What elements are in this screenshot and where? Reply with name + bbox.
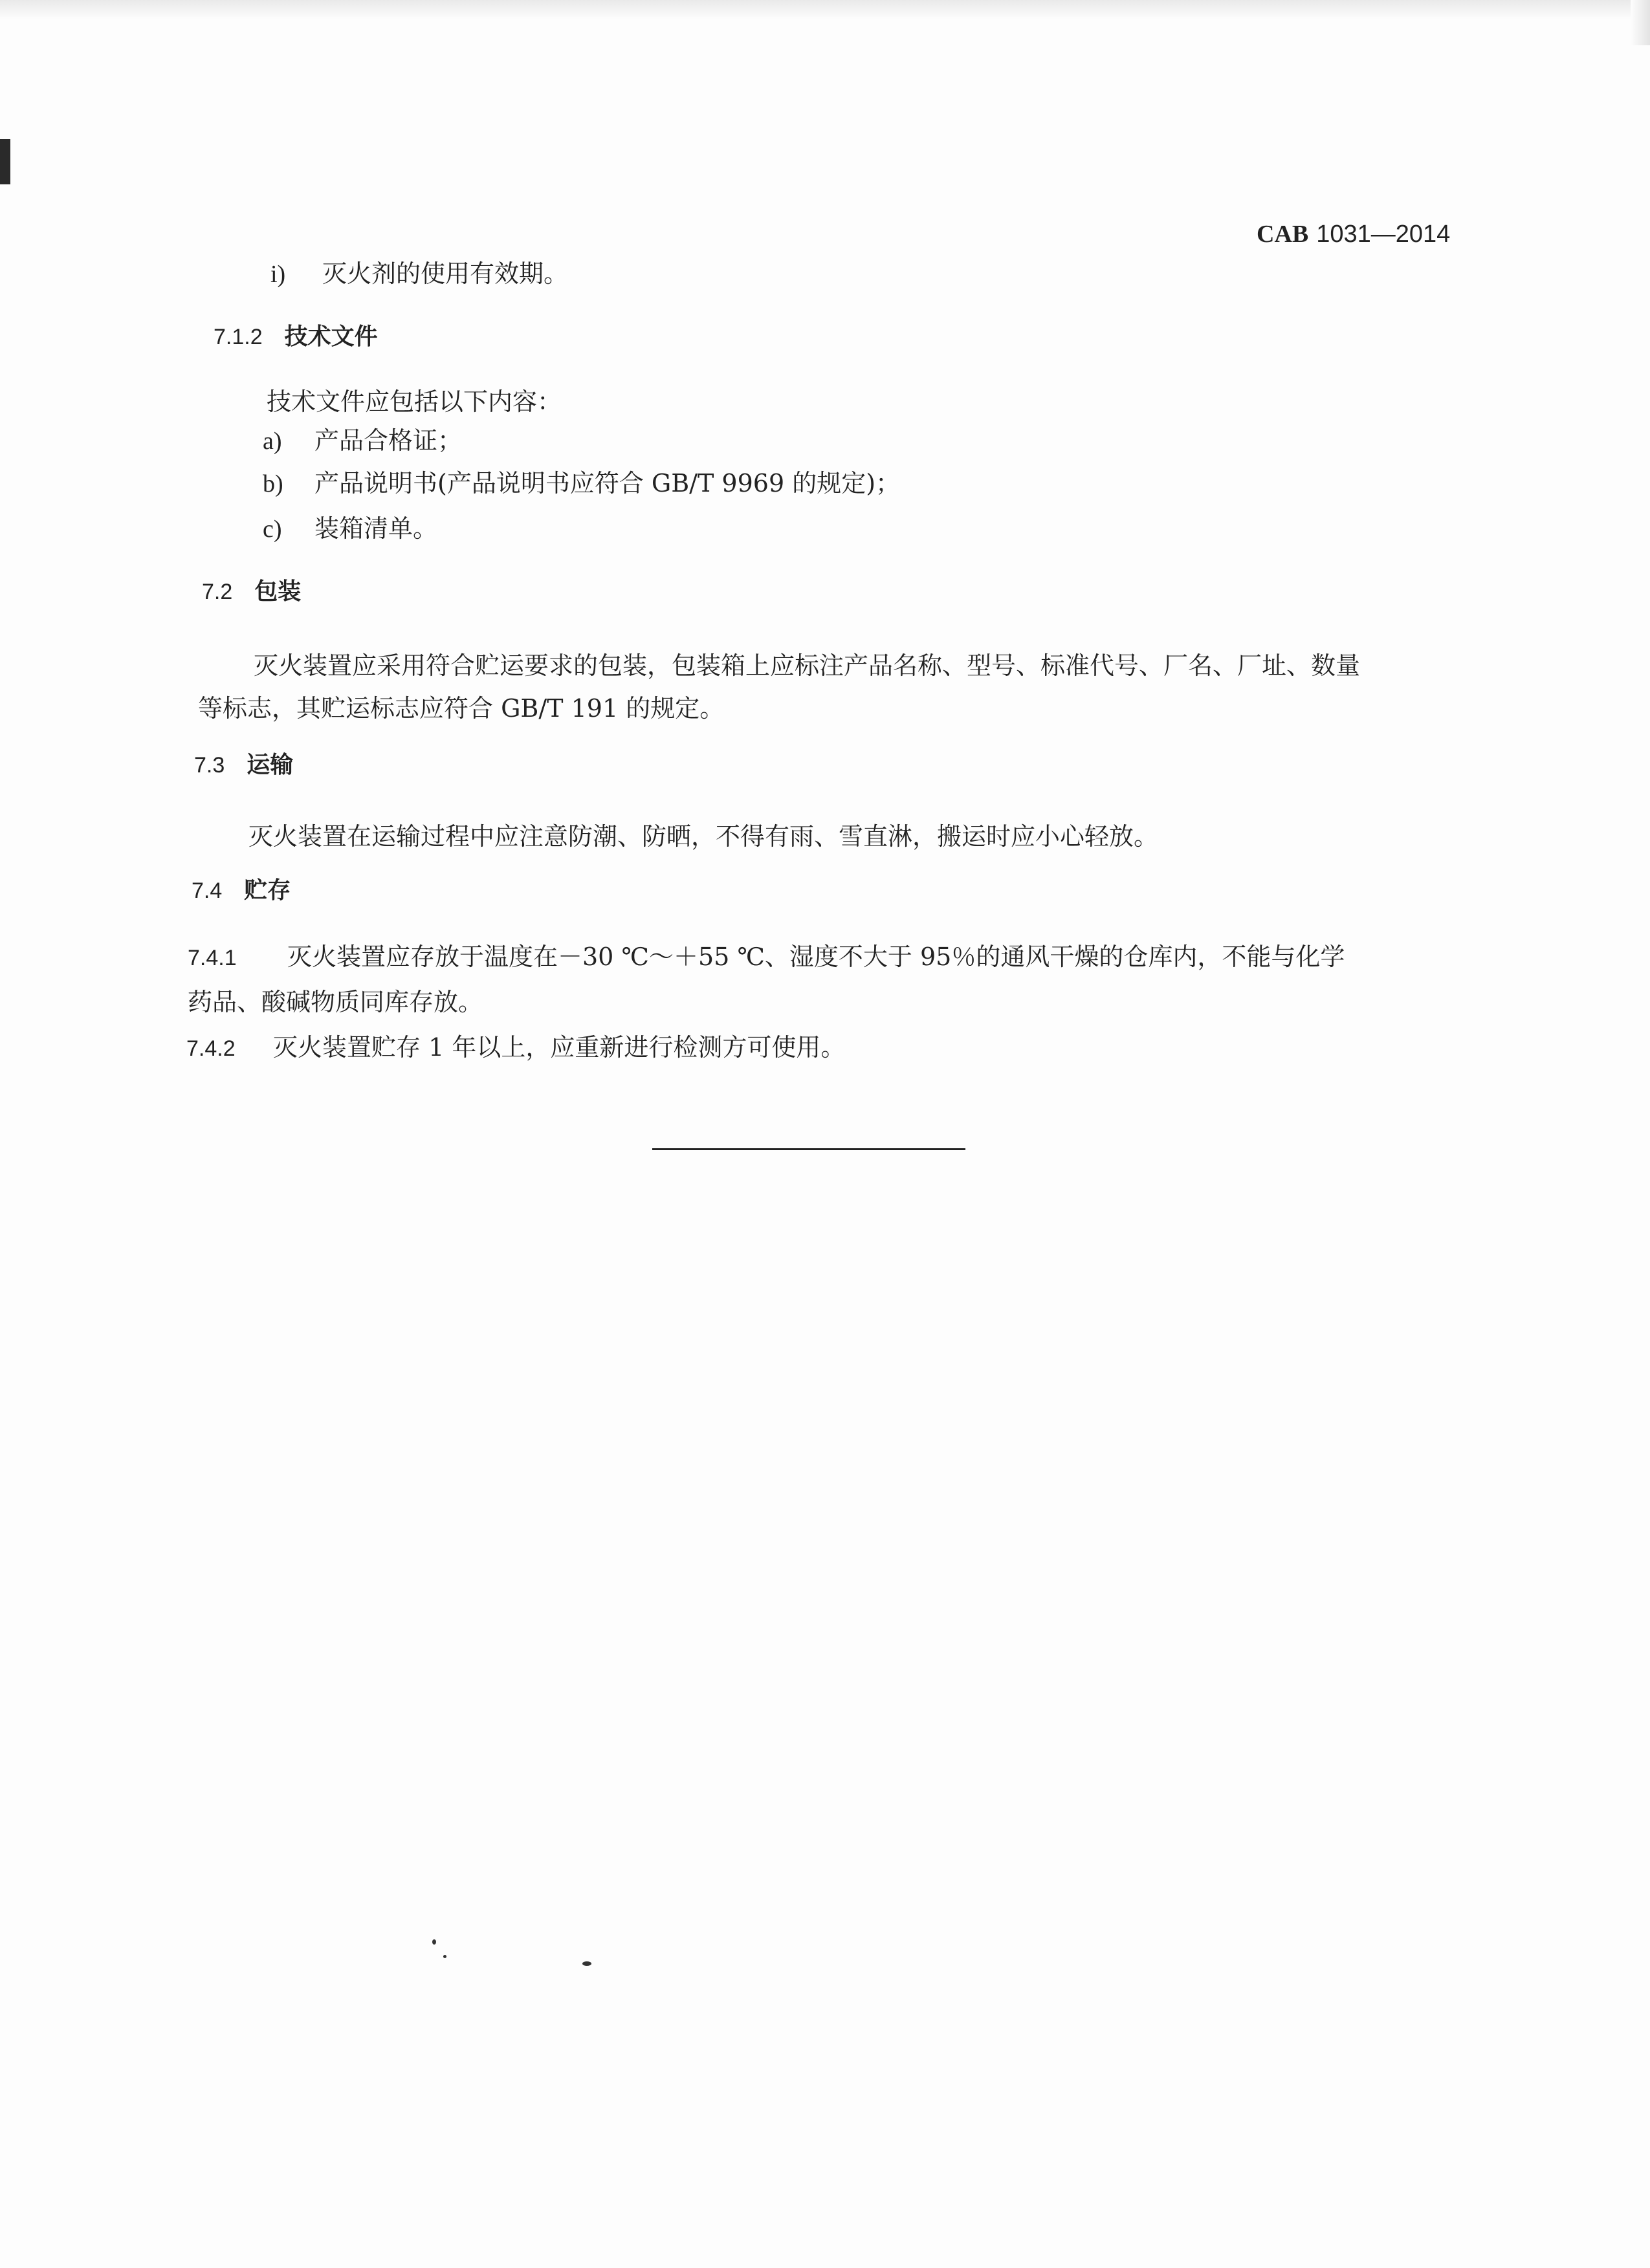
scan-edge-right xyxy=(1631,0,1650,45)
list-marker: c) xyxy=(263,516,282,543)
end-rule xyxy=(652,1148,965,1150)
section-number: 7.3 xyxy=(194,753,225,778)
list-marker: i) xyxy=(270,261,286,288)
clause-text: 灭火装置应存放于温度在－30 ℃～＋55 ℃、湿度不大于 95％的通风干燥的仓库内，不能与化学 xyxy=(287,943,1345,971)
clause-text: 灭火装置贮存 1 年以上，应重新进行检测方可使用。 xyxy=(273,1033,846,1062)
list-marker: b) xyxy=(263,470,283,497)
section-number: 7.1.2 xyxy=(214,325,263,349)
list-item-text: 灭火剂的使用有效期。 xyxy=(322,259,569,288)
section-title: 贮存 xyxy=(244,877,291,904)
section-heading-7-4 xyxy=(192,873,291,907)
list-item-text: 产品说明书(产品说明书应符合 GB/T 9969 的规定)； xyxy=(314,469,901,497)
clause-number: 7.4.1 xyxy=(188,946,237,970)
scan-speck xyxy=(432,1939,436,1945)
section-number: 7.4 xyxy=(192,878,223,903)
scan-edge-top xyxy=(0,0,1650,19)
clause-number: 7.4.2 xyxy=(186,1036,236,1061)
section-heading-7-2 xyxy=(202,574,301,608)
list-item-text: 装箱清单。 xyxy=(314,514,438,543)
section-title: 包装 xyxy=(254,578,302,605)
section-title: 技术文件 xyxy=(284,323,378,350)
list-item-i xyxy=(270,257,568,290)
standard-code-prefix: CAB xyxy=(1257,221,1309,248)
clause-7-4-1 xyxy=(188,941,1345,974)
section-intro: 技术文件应包括以下内容： xyxy=(267,387,562,416)
paragraph-line: 等标志，其贮运标志应符合 GB/T 191 的规定。 xyxy=(198,694,725,723)
scan-speck xyxy=(582,1961,591,1966)
scan-speck xyxy=(443,1955,446,1958)
paragraph-line: 灭火装置在运输过程中应注意防潮、防晒，不得有雨、雪直淋，搬运时应小心轻放。 xyxy=(248,822,1159,851)
section-heading-7-1-2 xyxy=(214,320,378,353)
paragraph-line: 灭火装置应采用符合贮运要求的包装，包装箱上应标注产品名称、型号、标准代号、厂名、厂址、数量 xyxy=(254,651,1361,680)
list-item-c xyxy=(263,512,437,545)
section-heading-7-3 xyxy=(194,748,293,781)
paragraph-line: 药品、酸碱物质同库存放。 xyxy=(188,988,483,1016)
list-item-text: 产品合格证； xyxy=(314,426,463,455)
standard-code-number: 1031—2014 xyxy=(1316,221,1451,248)
section-number: 7.2 xyxy=(202,580,233,604)
list-item-b xyxy=(263,467,900,500)
standard-code xyxy=(1257,220,1450,248)
list-marker: a) xyxy=(263,428,282,455)
scan-edge-left xyxy=(0,139,10,184)
section-title: 运输 xyxy=(247,752,294,778)
list-item-a xyxy=(263,424,462,457)
clause-7-4-2 xyxy=(186,1031,845,1065)
